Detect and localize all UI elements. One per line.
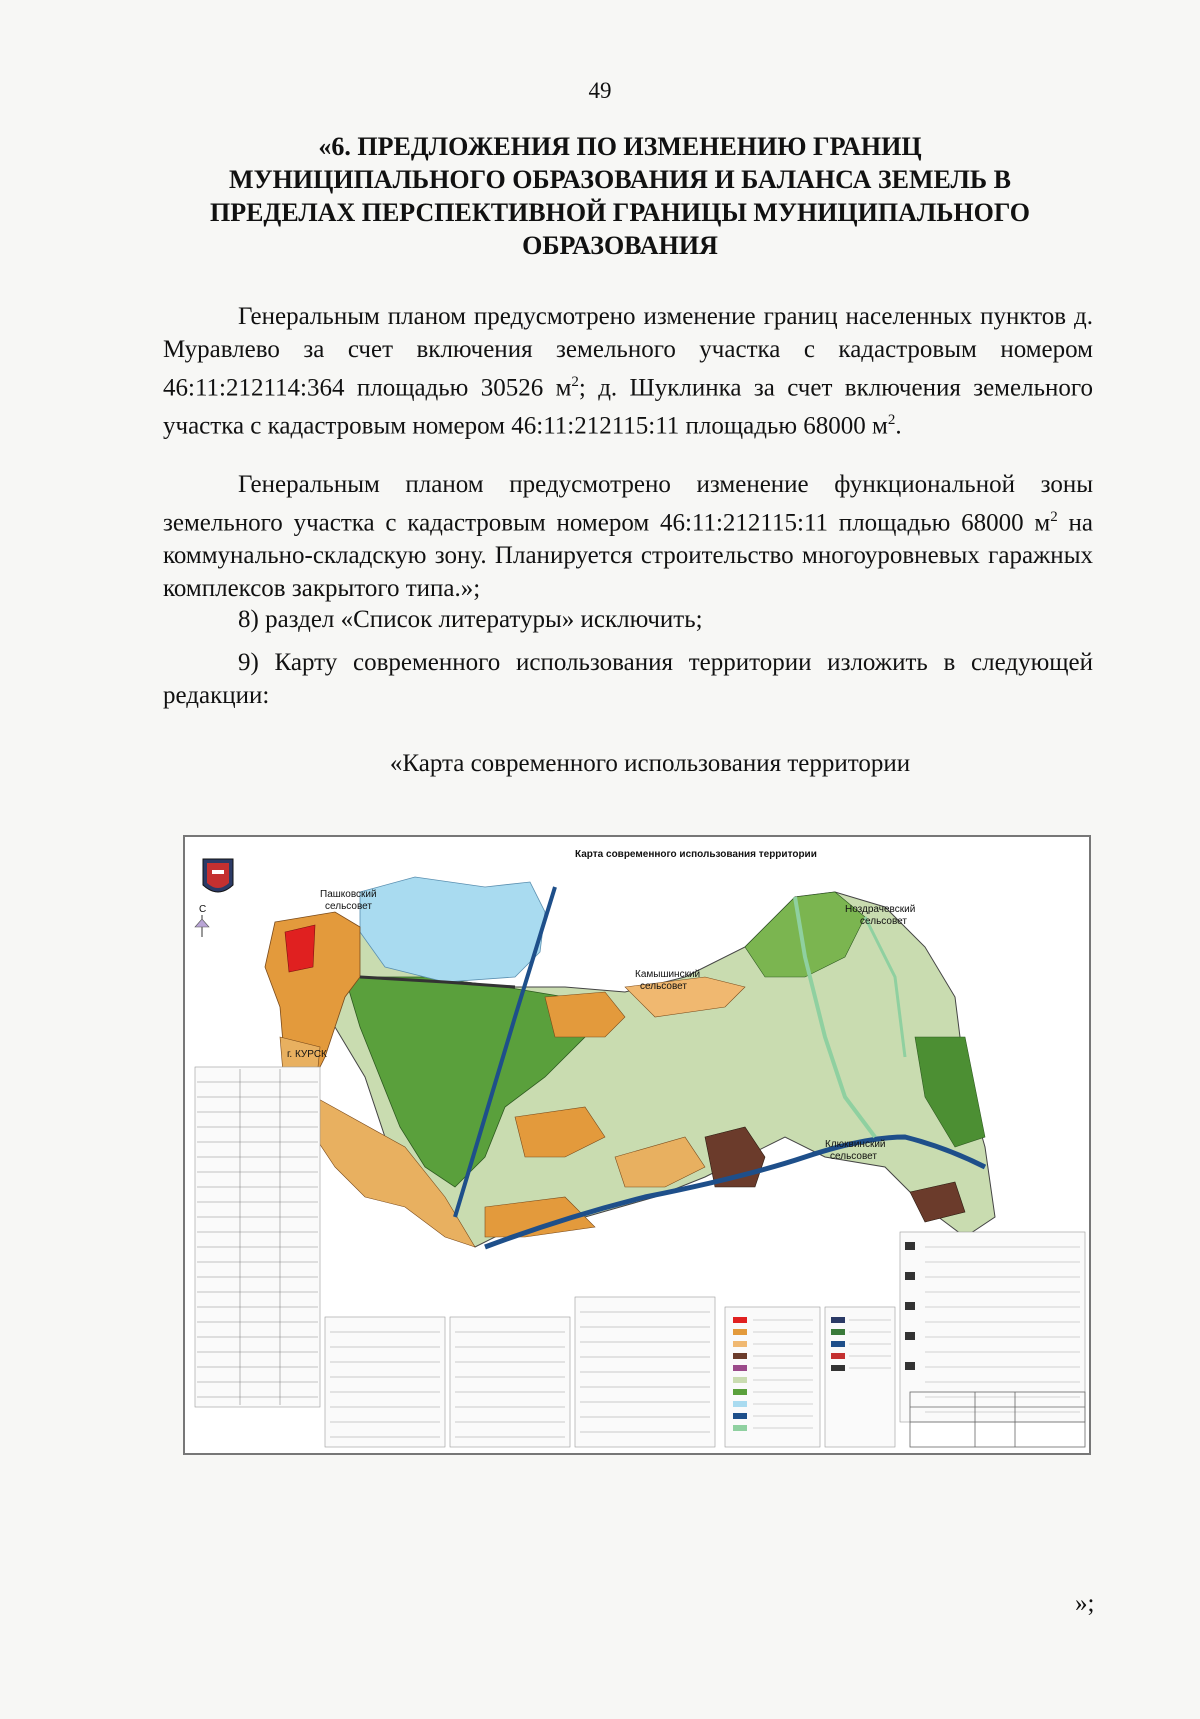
map-figure bbox=[183, 835, 1091, 1455]
paragraph-item-9: 9) Карту современного использования территории изложить в следующей редакции: bbox=[163, 649, 1093, 709]
compass-icon bbox=[195, 904, 209, 937]
map-caption: «Карта современного использования территории bbox=[389, 750, 911, 777]
section-heading bbox=[150, 130, 1090, 262]
explication-table bbox=[195, 1067, 320, 1407]
color-legend bbox=[725, 1307, 895, 1447]
page-number: 49 bbox=[588, 78, 612, 103]
svg-text:Пашковский: Пашковский bbox=[320, 889, 377, 900]
paragraph-text: Генеральным планом предусмотрено изменение границ населенных пунктов д. Муравлево за счет включения земельного участка с кадастровым номером 46:11:212114:364 площадью 30526 м bbox=[163, 303, 1093, 402]
paragraph-text: Генеральным планом предусмотрено изменение функциональной зоны земельного участка с кадастровым номером 46:11:212115:11 площадью 68000 м bbox=[163, 471, 1093, 537]
heading-line: МУНИЦИПАЛЬНОГО ОБРАЗОВАНИЯ И БАЛАНСА ЗЕМЕЛЬ В bbox=[229, 165, 1011, 194]
svg-text:сельсовет: сельсовет bbox=[830, 1151, 877, 1162]
paragraph-zone-change bbox=[163, 468, 1093, 605]
paragraph-text: на коммунально-складскую зону. Планируется строительство многоуровневых гаражных комплексов закрытого типа.»; bbox=[163, 509, 1093, 603]
water-reservoir bbox=[360, 877, 545, 982]
svg-text:Камышинский: Камышинский bbox=[635, 969, 701, 980]
symbol-legend bbox=[900, 1232, 1085, 1422]
paragraph-item-8: 8) раздел «Список литературы» исключить; bbox=[238, 606, 703, 633]
paragraph-text: . bbox=[895, 412, 902, 440]
heading-line: ОБРАЗОВАНИЯ bbox=[522, 231, 718, 260]
land-use-map bbox=[185, 837, 1089, 1453]
label-pashkovsky bbox=[320, 889, 377, 912]
superscript: 2 bbox=[887, 412, 896, 429]
paragraph-boundaries bbox=[163, 300, 1093, 443]
paragraph-text: ; д. Шуклинка за счет включения земельного участка с кадастровым номером 46:11:212115:11 площадью 68000 м bbox=[163, 374, 1093, 440]
heading-line: «6. ПРЕДЛОЖЕНИЯ ПО ИЗМЕНЕНИЮ ГРАНИЦ bbox=[318, 132, 922, 161]
heading-line: ПРЕДЕЛАХ ПЕРСПЕКТИВНОЙ ГРАНИЦЫ МУНИЦИПАЛЬНОГО bbox=[209, 198, 1030, 227]
svg-text:сельсовет: сельсовет bbox=[860, 916, 907, 927]
svg-text:С: С bbox=[199, 904, 207, 915]
map-title: Карта современного использования территории bbox=[575, 849, 817, 860]
legend-tables bbox=[325, 1297, 715, 1447]
coat-of-arms-icon bbox=[203, 859, 233, 892]
superscript: 2 bbox=[571, 374, 579, 390]
svg-text:сельсовет: сельсовет bbox=[640, 981, 687, 992]
svg-text:сельсовет: сельсовет bbox=[325, 901, 372, 912]
svg-text:Ноздрачевский: Ноздрачевский bbox=[845, 904, 916, 915]
label-kursk: г. КУРСК bbox=[287, 1049, 327, 1060]
superscript: 2 bbox=[1050, 509, 1058, 525]
svg-text:Клюквинский: Клюквинский bbox=[825, 1139, 886, 1150]
closing-quote: »; bbox=[1075, 1590, 1095, 1617]
label-klyukvinsky bbox=[825, 1139, 886, 1162]
